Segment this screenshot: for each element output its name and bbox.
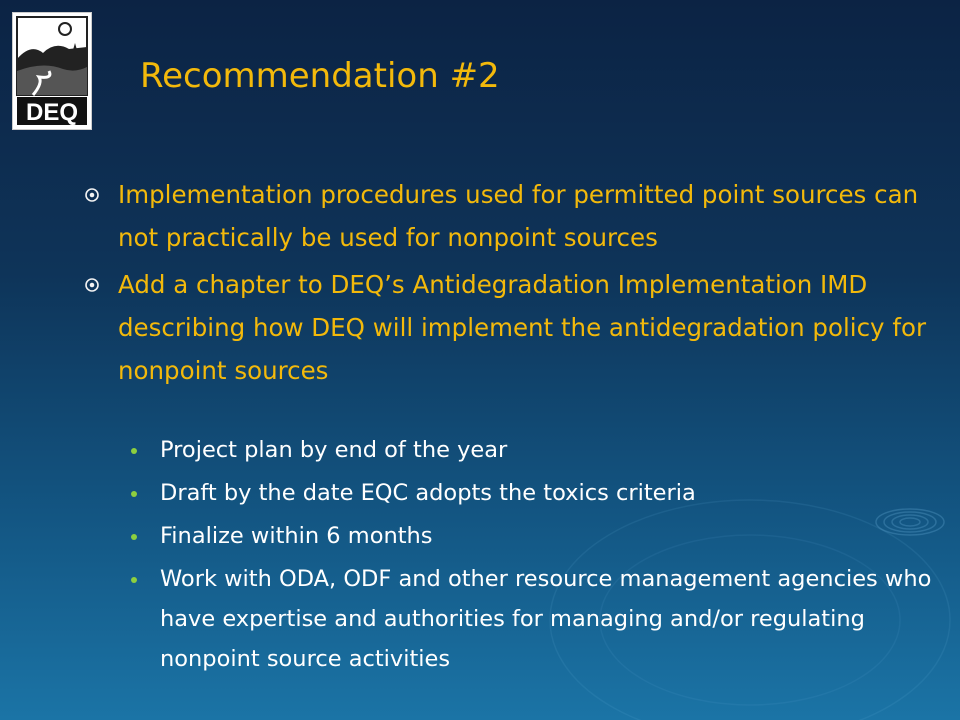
green-dot-bullet-icon	[131, 534, 137, 540]
bullet-item	[84, 173, 934, 259]
bullet-text: Add a chapter to DEQ’s Antidegradation Implementation IMD describing how DEQ will implement the antidegradation policy for nonpoint sources	[118, 270, 927, 385]
sub-bullet-text: Draft by the date EQC adopts the toxics criteria	[160, 480, 696, 506]
circle-dot-bullet-icon	[84, 187, 100, 203]
sub-bullet-list	[84, 430, 934, 682]
bullet-item	[84, 263, 934, 392]
green-dot-bullet-icon	[131, 491, 137, 497]
bullet-text: Implementation procedures used for permitted point sources can not practically be used for nonpoint sources	[118, 180, 919, 252]
sub-bullet-item	[84, 559, 934, 679]
circle-dot-bullet-icon	[84, 277, 100, 293]
deq-logo	[12, 12, 92, 130]
green-dot-bullet-icon	[131, 577, 137, 583]
green-dot-bullet-icon	[131, 448, 137, 454]
sub-bullet-item	[84, 473, 934, 513]
deq-logo-text: DEQ	[25, 99, 79, 126]
slide-title: Recommendation #2	[140, 56, 500, 96]
sub-bullet-item	[84, 430, 934, 470]
bullet-list	[84, 173, 934, 396]
sub-bullet-item	[84, 516, 934, 556]
sub-bullet-text: Finalize within 6 months	[160, 523, 433, 549]
sub-bullet-text: Work with ODA, ODF and other resource management agencies who have expertise and authorities for managing and/or regulating nonpoint source activities	[160, 566, 932, 672]
sub-bullet-text: Project plan by end of the year	[160, 437, 508, 463]
deq-logo-graphic	[13, 13, 91, 129]
